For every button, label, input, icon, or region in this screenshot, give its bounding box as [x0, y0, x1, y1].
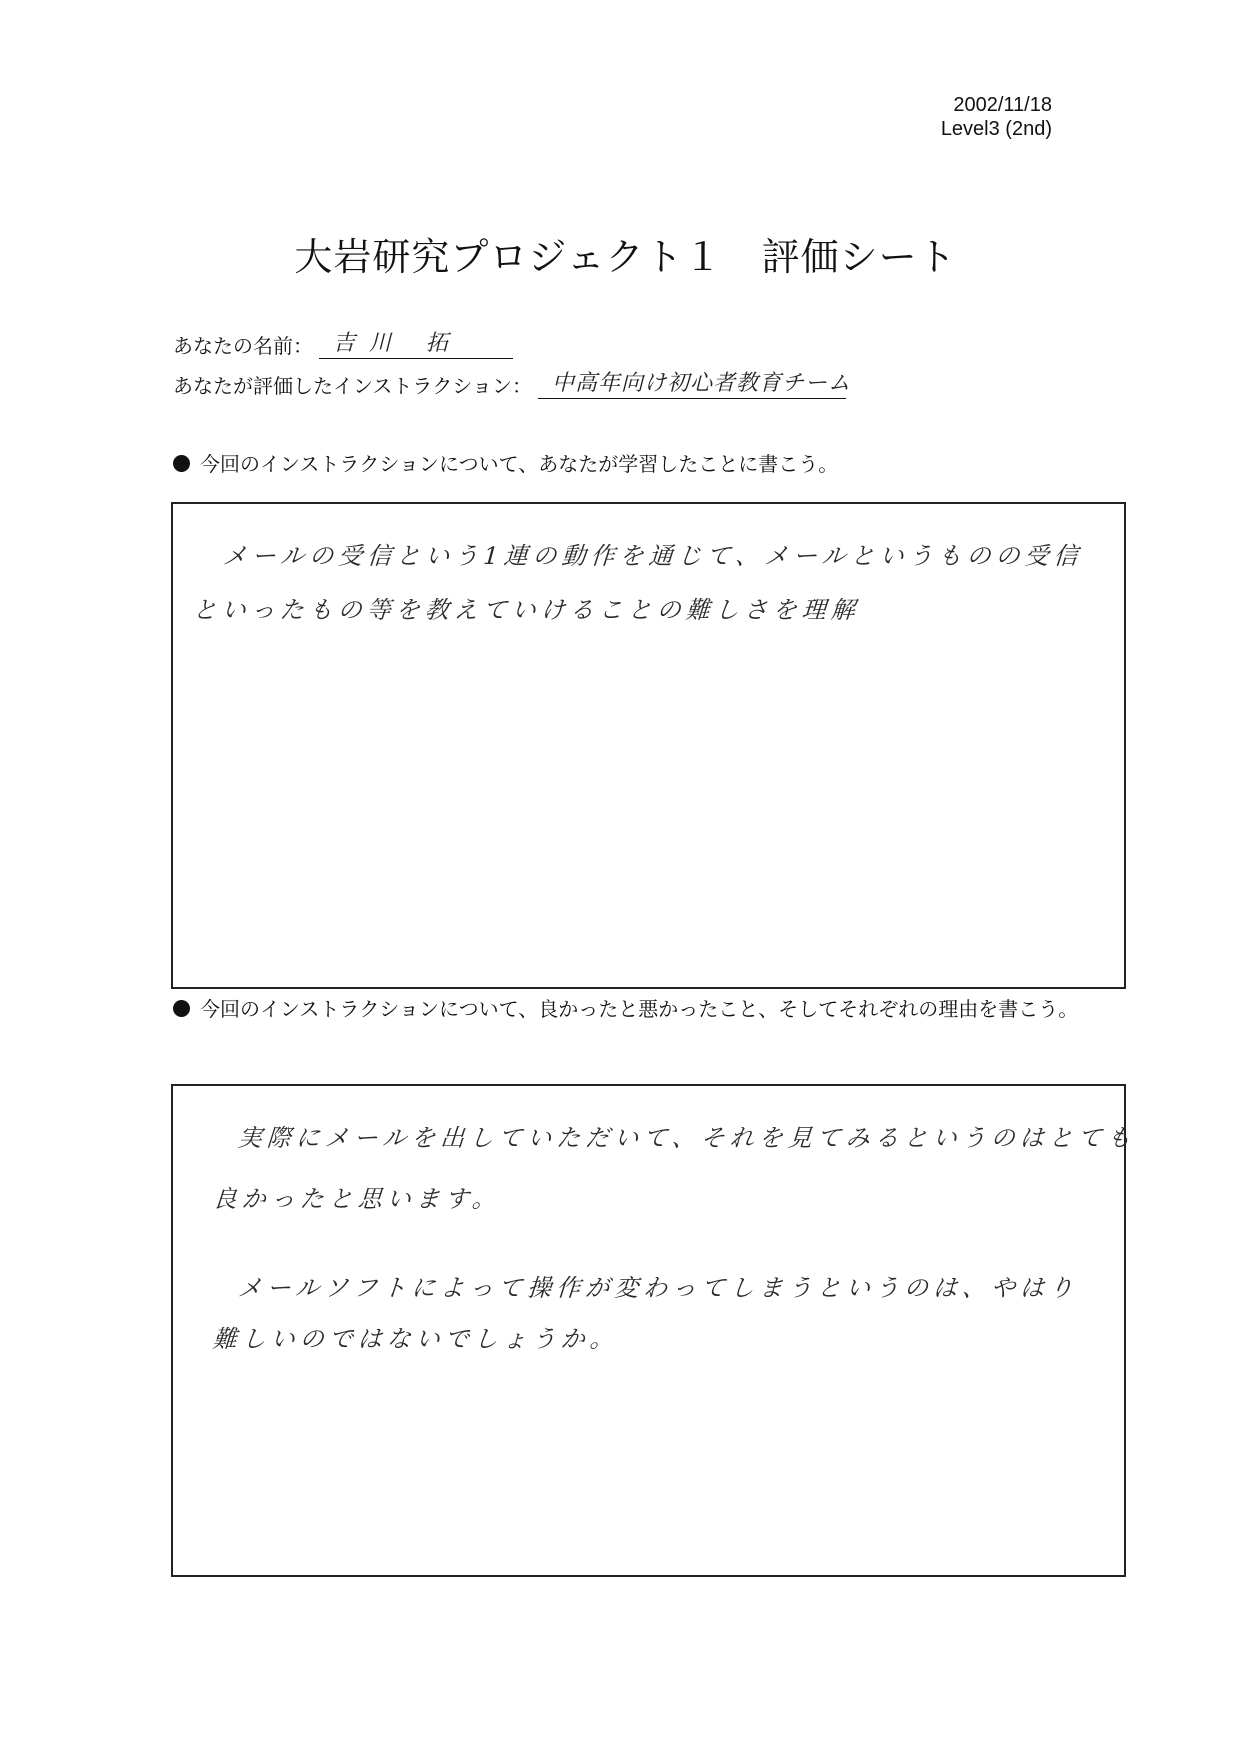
handwritten-line: メールの受信という1連の動作を通じて、メールというものの受信 — [221, 542, 1084, 570]
handwritten-line: メールソフトによって操作が変わってしまうというのは、やはり — [236, 1274, 1080, 1302]
name-label: あなたの名前： — [173, 334, 313, 358]
question-good-bad-text: 今回のインストラクションについて、良かったと悪かったこと、そしてそれぞれの理由を書こう。 — [200, 997, 1079, 1021]
instruction-value: 中高年向け初心者教育チーム — [538, 372, 846, 399]
bullet-icon — [173, 455, 190, 472]
instruction-label: あなたが評価したインストラクション： — [173, 374, 532, 398]
level-label: Level3 (2nd) — [940, 118, 1052, 140]
date-label: 2002/11/18 — [953, 94, 1052, 116]
instruction-field-row — [173, 370, 852, 399]
handwritten-line: 実際にメールを出していただいて、それを見てみるというのはとても — [236, 1124, 1137, 1152]
answer-box-learned — [171, 502, 1126, 989]
sheet-meta — [941, 93, 1052, 141]
question-learned — [173, 448, 1093, 481]
question-good-bad — [173, 993, 1093, 1026]
name-value: 吉川 拓 — [319, 332, 513, 359]
bullet-icon — [173, 1000, 190, 1017]
handwritten-line: といったもの等を教えていけることの難しさを理解 — [191, 596, 861, 624]
name-field-row — [173, 330, 513, 359]
handwritten-line: 良かったと思います。 — [211, 1185, 502, 1213]
question-learned-text: 今回のインストラクションについて、あなたが学習したことに書こう。 — [200, 452, 839, 476]
answer-box-good-bad — [171, 1084, 1137, 1577]
page-title: 大岩研究プロジェクト１ 評価シート — [294, 235, 957, 279]
handwritten-line: 難しいのではないでしょうか。 — [211, 1325, 620, 1353]
